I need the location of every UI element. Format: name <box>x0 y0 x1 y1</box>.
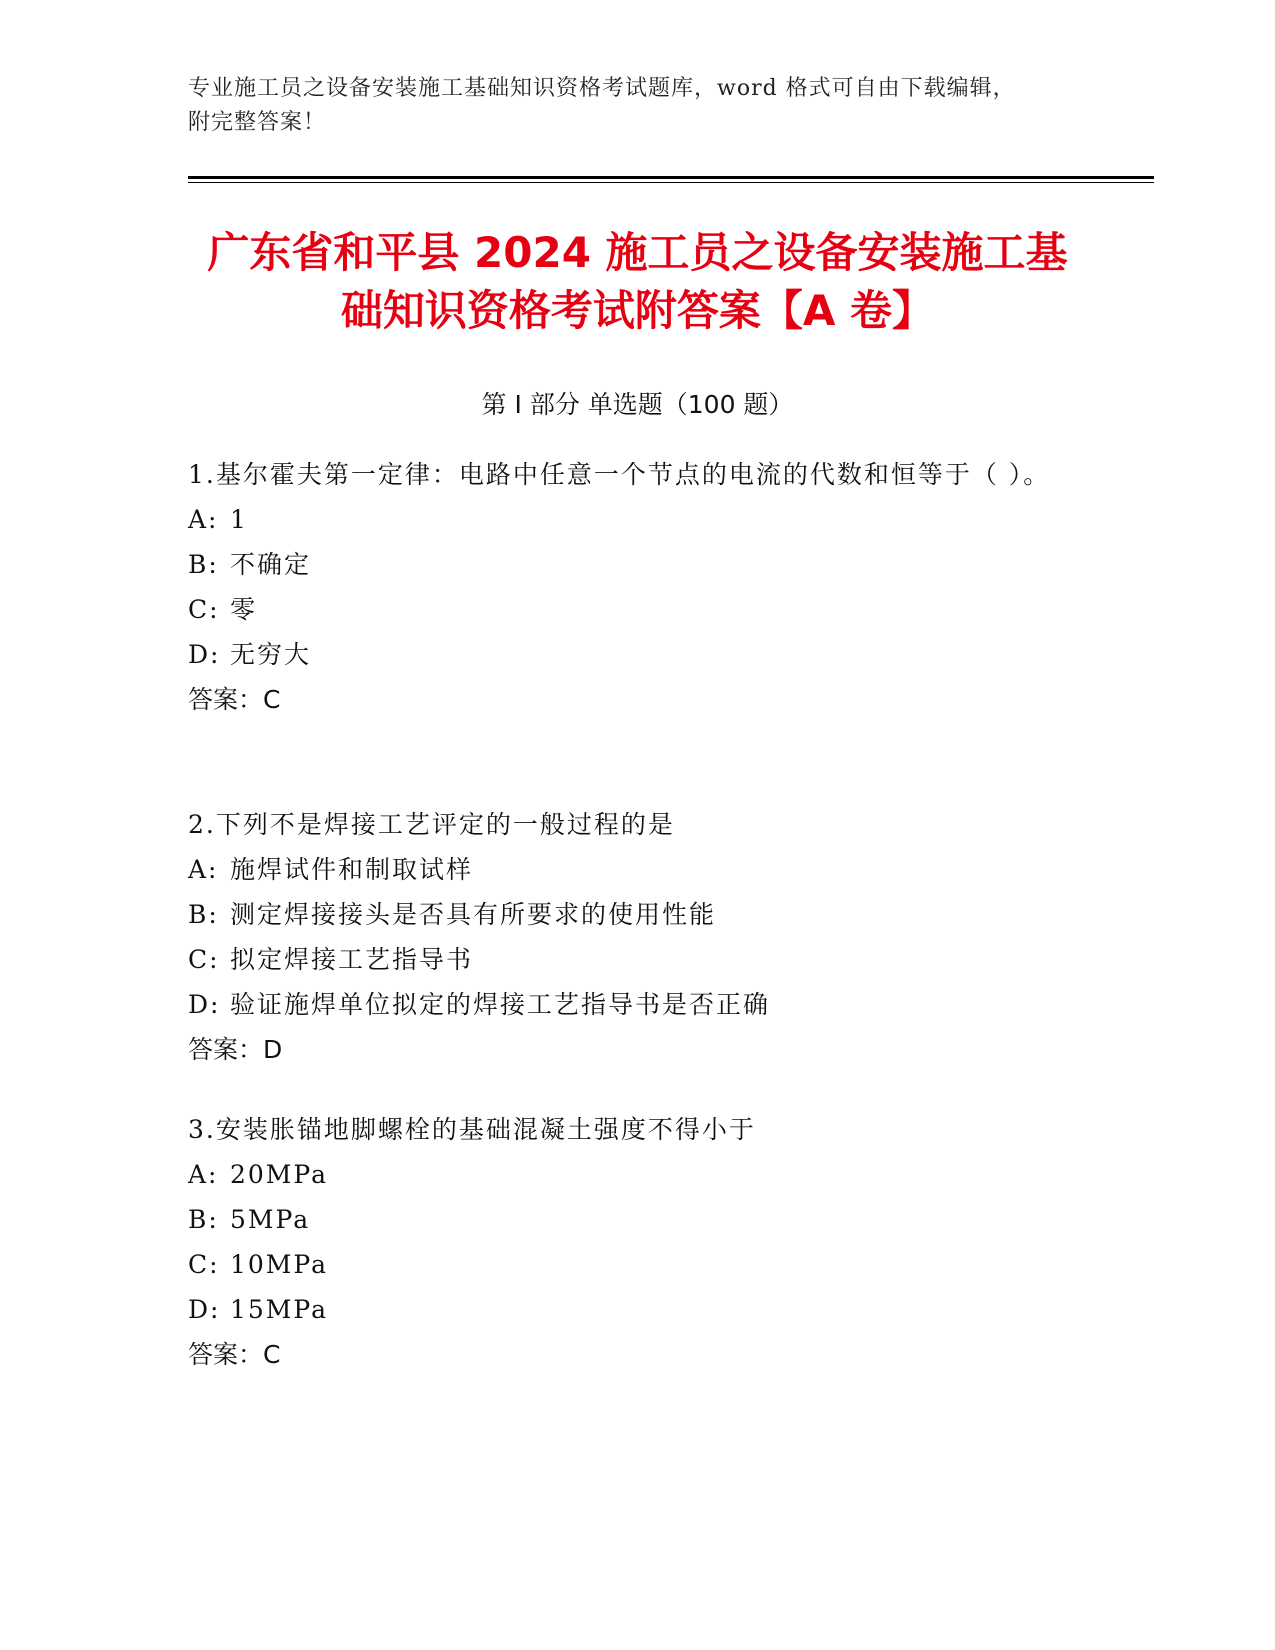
option-key: D: <box>188 990 221 1019</box>
option-key: D: <box>188 640 221 669</box>
answer-line: 答案：C <box>188 685 281 714</box>
option-c <box>188 587 1068 632</box>
option-text: 不确定 <box>230 550 312 579</box>
header-note-line-1: 专业施工员之设备安装施工基础知识资格考试题库，word 格式可自由下载编辑， <box>188 76 1016 101</box>
option-a <box>188 497 1068 542</box>
option-key: A: <box>188 505 219 534</box>
header-rule-thin <box>188 182 1154 183</box>
question-1 <box>188 452 1068 722</box>
option-d <box>188 1287 1068 1332</box>
option-key: B: <box>188 900 219 929</box>
header-note-line-2: 附完整答案！ <box>188 110 327 135</box>
option-d <box>188 982 1068 1027</box>
option-b <box>188 542 1068 587</box>
option-key: D: <box>188 1295 221 1324</box>
section-title: 第 I 部分 单选题（100 题） <box>481 390 794 419</box>
option-b <box>188 1197 1068 1242</box>
document-title-line-2: 础知识资格考试附答案【A 卷】 <box>340 286 935 335</box>
option-text: 15MPa <box>230 1295 329 1324</box>
option-key: C: <box>188 1250 220 1279</box>
option-b <box>188 892 1068 937</box>
option-a <box>188 847 1068 892</box>
header-rule-thick <box>188 176 1154 179</box>
option-text: 5MPa <box>230 1205 311 1234</box>
option-text: 10MPa <box>230 1250 329 1279</box>
answer-line: 答案：C <box>188 1340 281 1369</box>
option-key: C: <box>188 595 220 624</box>
question-2 <box>188 802 1068 1072</box>
option-text: 20MPa <box>230 1160 329 1189</box>
option-text: 施焊试件和制取试样 <box>230 855 474 884</box>
option-text: 测定焊接接头是否具有所要求的使用性能 <box>230 900 717 929</box>
question-stem: 1.基尔霍夫第一定律：电路中任意一个节点的电流的代数和恒等于（ ）。 <box>188 460 1051 489</box>
header-note <box>188 72 1088 140</box>
question-stem: 3.安装胀锚地脚螺栓的基础混凝土强度不得小于 <box>188 1115 756 1144</box>
answer-line: 答案：D <box>188 1035 283 1064</box>
option-c <box>188 1242 1068 1287</box>
document-title-line-1: 广东省和平县 2024 施工员之设备安装施工基 <box>207 228 1068 277</box>
option-d <box>188 632 1068 677</box>
option-key: A: <box>188 1160 219 1189</box>
option-text: 验证施焊单位拟定的焊接工艺指导书是否正确 <box>230 990 771 1019</box>
option-a <box>188 1152 1068 1197</box>
question-stem: 2.下列不是焊接工艺评定的一般过程的是 <box>188 810 675 839</box>
option-c <box>188 937 1068 982</box>
option-text: 拟定焊接工艺指导书 <box>230 945 474 974</box>
option-text: 1 <box>230 505 248 534</box>
document-title <box>150 224 1125 340</box>
option-text: 无穷大 <box>230 640 312 669</box>
question-3 <box>188 1107 1068 1377</box>
option-key: B: <box>188 550 219 579</box>
option-key: A: <box>188 855 219 884</box>
option-text: 零 <box>230 595 258 624</box>
option-key: B: <box>188 1205 219 1234</box>
option-key: C: <box>188 945 220 974</box>
